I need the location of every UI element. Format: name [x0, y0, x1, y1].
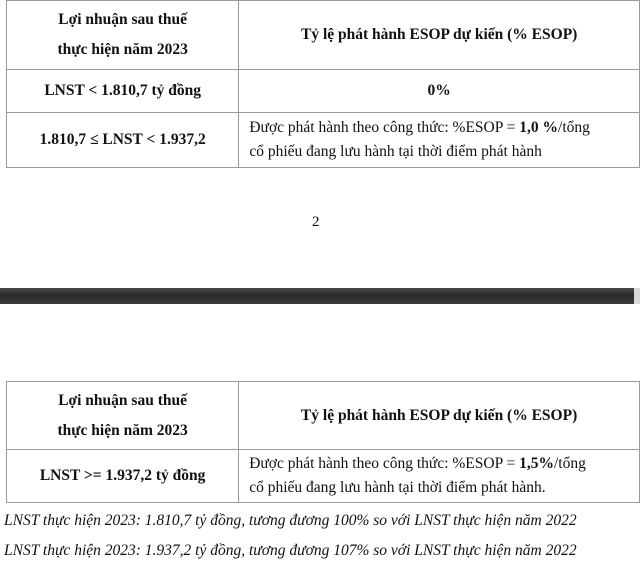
- formula-line1: [249, 116, 631, 140]
- header-esop-rate-cell: Tỷ lệ phát hành ESOP dự kiến (% ESOP): [239, 1, 640, 70]
- esop-table-1: [6, 0, 640, 168]
- page-separator: [0, 288, 640, 304]
- formula-line2: cổ phiếu đang lưu hành tại thời điểm phát hành: [249, 143, 542, 160]
- header-profit-line1: Lợi nhuận sau thuế: [58, 11, 188, 28]
- header-profit-cell: [7, 1, 239, 70]
- formula-value: 1,5%: [519, 455, 554, 472]
- header-profit-line2: thực hiện năm 2023: [57, 421, 188, 439]
- condition-cell: LNST < 1.810,7 tỷ đồng: [7, 70, 239, 113]
- table-header-row: [7, 382, 640, 450]
- formula-value: 1,0 %: [519, 119, 559, 136]
- formula-prefix: Được phát hành theo công thức: %ESOP =: [249, 119, 520, 136]
- table-row: [7, 113, 640, 168]
- table-row: [7, 450, 640, 503]
- formula-prefix: Được phát hành theo công thức: %ESOP =: [249, 455, 520, 472]
- header-profit-line1: Lợi nhuận sau thuế: [58, 391, 187, 409]
- table-row: [7, 70, 640, 113]
- formula-line2: cổ phiếu đang lưu hành tại thời điểm phát hành.: [249, 479, 546, 496]
- footnote-1: LNST thực hiện 2023: 1.810,7 tỷ đồng, tương đương 100% so với LNST thực hiện năm 2022: [4, 512, 577, 529]
- table-header-row: [7, 1, 640, 70]
- footnote-2: LNST thực hiện 2023: 1.937,2 tỷ đồng, tương đương 107% so với LNST thực hiện năm 2022: [4, 542, 577, 559]
- formula-suffix: /tổng: [554, 455, 586, 472]
- header-profit-line2: thực hiện năm 2023: [57, 41, 188, 58]
- formula-cell: [239, 450, 640, 503]
- page-number: 2: [312, 214, 320, 230]
- header-profit-cell: [7, 382, 239, 450]
- condition-cell: 1.810,7 ≤ LNST < 1.937,2: [7, 113, 239, 168]
- esop-table-2: [6, 381, 640, 503]
- formula-suffix: /tổng: [558, 119, 590, 136]
- condition-cell: LNST >= 1.937,2 tỷ đồng: [7, 450, 239, 503]
- rate-cell: 0%: [239, 70, 640, 113]
- formula-cell: [239, 113, 640, 168]
- formula-line1: [249, 452, 631, 476]
- header-esop-rate-cell: Tỷ lệ phát hành ESOP dự kiến (% ESOP): [239, 382, 640, 450]
